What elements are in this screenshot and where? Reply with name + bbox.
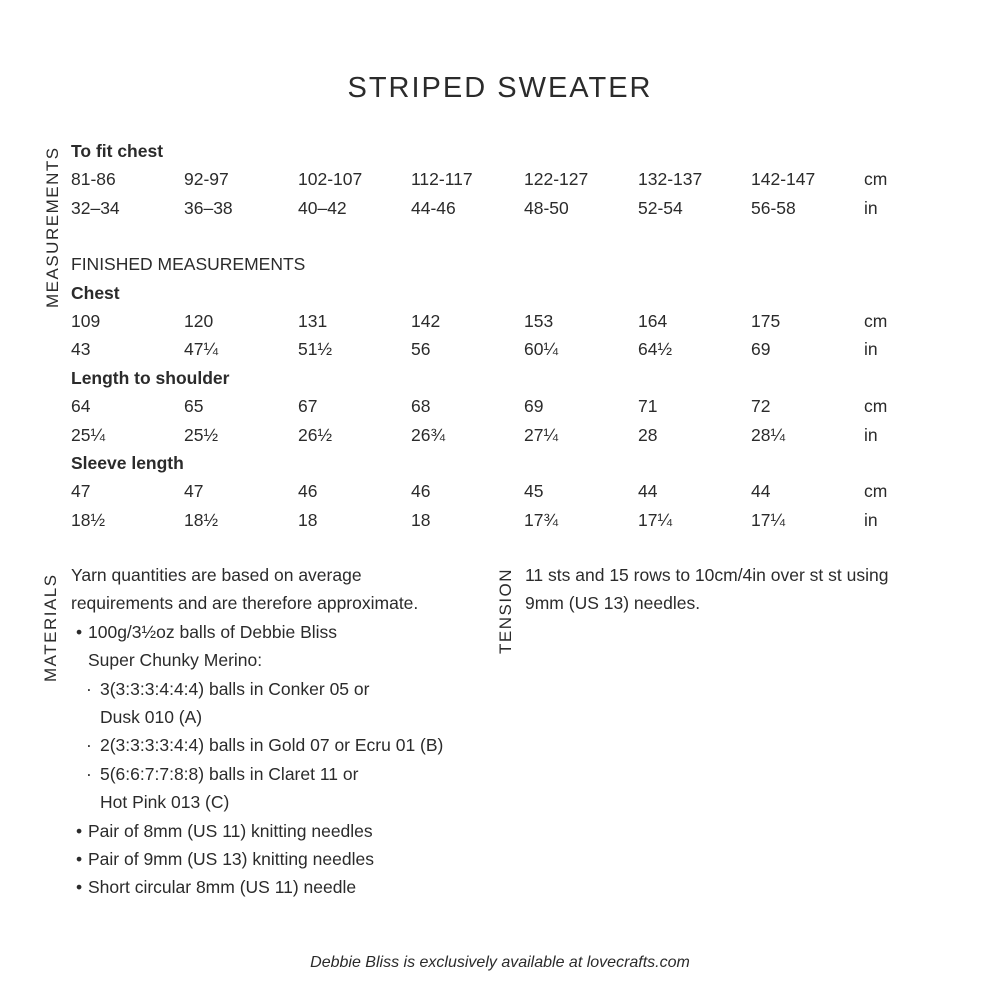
bullet-icon: •: [76, 877, 83, 898]
cell: 109: [71, 310, 101, 331]
cell: 27¼: [524, 424, 559, 445]
materials-intro-1: Yarn quantities are based on average: [71, 565, 362, 585]
cell: 112-117: [411, 169, 473, 190]
sub-bullet-icon: ·: [86, 763, 92, 784]
cell: 69: [524, 396, 544, 417]
cell: 18½: [71, 509, 106, 530]
list-item-continuation: Super Chunky Merino:: [88, 650, 263, 671]
to-fit-chest-in-row: [71, 194, 971, 222]
bullet-icon: •: [76, 820, 83, 841]
unit-cell: cm: [864, 481, 888, 502]
to-fit-chest-cm-row: [71, 165, 971, 193]
cell: 51½: [298, 339, 333, 360]
cell: 46: [411, 481, 431, 502]
sub-list-item: · 5(6:6:7:7:8:8) balls in Claret 11 or: [71, 760, 491, 788]
cell: 69: [751, 339, 771, 360]
cell: 17¾: [524, 509, 559, 530]
cell: 18: [411, 509, 431, 530]
unit-cell: cm: [864, 310, 888, 331]
cell: 131: [298, 310, 328, 331]
cell: 52-54: [638, 197, 683, 218]
cell: 44-46: [411, 197, 456, 218]
cell: 56-58: [751, 197, 796, 218]
cell: 175: [751, 310, 781, 331]
materials-list: [71, 561, 491, 902]
cell: 60¼: [524, 339, 559, 360]
cell: 48-50: [524, 197, 569, 218]
list-item: • 100g/3½oz balls of Debbie Bliss: [71, 618, 491, 646]
sleeve-in-row: [71, 506, 971, 534]
cell: 25¼: [71, 424, 106, 445]
sub-list-item: · 3(3:3:3:4:4:4) balls in Conker 05 or: [71, 675, 491, 703]
unit-cell: cm: [864, 169, 888, 190]
cell: 71: [638, 396, 658, 417]
materials-intro-2: requirements and are therefore approximate.: [71, 593, 419, 614]
unit-cell: in: [864, 509, 878, 530]
cell: 26¾: [411, 424, 446, 445]
sleeve-heading: Sleeve length: [71, 452, 184, 473]
unit-cell: in: [864, 424, 878, 445]
list-item: • Short circular 8mm (US 11) needle: [71, 873, 491, 901]
sub-bullet-icon: ·: [86, 678, 92, 699]
cell: 142: [411, 310, 441, 331]
to-fit-chest-heading: To fit chest: [71, 141, 164, 161]
cell: 142-147: [751, 169, 816, 190]
cell: 102-107: [298, 169, 363, 190]
cell: 132-137: [638, 169, 703, 190]
chest-in-row: [71, 335, 971, 363]
length-cm-row: [71, 392, 971, 420]
footer-note: Debbie Bliss is exclusively available at lovecrafts.com: [310, 954, 690, 971]
cell: 47: [184, 481, 204, 502]
chest-cm-row: [71, 307, 971, 335]
list-item: • Pair of 9mm (US 13) knitting needles: [71, 845, 491, 873]
tension-line-1: 11 sts and 15 rows to 10cm/4in over st st using: [525, 565, 889, 585]
cell: 26½: [298, 424, 333, 445]
tension-text: [525, 561, 945, 618]
cell: 28¼: [751, 424, 786, 445]
bullet-icon: •: [76, 621, 83, 642]
measurements-label: MEASUREMENTS: [43, 146, 62, 308]
unit-cell: in: [864, 197, 878, 218]
sub-list-item: · 2(3:3:3:3:4:4) balls in Gold 07 or Ecru 01 (B): [71, 731, 491, 759]
cell: 120: [184, 310, 214, 331]
cell: 17¼: [638, 509, 673, 530]
cell: 68: [411, 396, 431, 417]
tension-line-2: 9mm (US 13) needles.: [525, 593, 701, 614]
sub-bullet-icon: ·: [86, 735, 92, 756]
cell: 17¼: [751, 509, 786, 530]
cell: 18½: [184, 509, 219, 530]
cell: 47¼: [184, 339, 219, 360]
chest-heading: Chest: [71, 282, 120, 303]
unit-cell: in: [864, 339, 878, 360]
unit-cell: cm: [864, 396, 888, 417]
cell: 56: [411, 339, 431, 360]
list-item: • Pair of 8mm (US 11) knitting needles: [71, 817, 491, 845]
length-in-row: [71, 421, 971, 449]
bullet-icon: •: [76, 849, 83, 870]
length-heading: Length to shoulder: [71, 367, 230, 388]
cell: 72: [751, 396, 771, 417]
finished-measurements-heading: FINISHED MEASUREMENTS: [71, 254, 306, 275]
cell: 40–42: [298, 197, 347, 218]
sub-list-item-continuation: Hot Pink 013 (C): [100, 792, 230, 813]
cell: 28: [638, 424, 658, 445]
measurements-table: [71, 137, 971, 534]
cell: 47: [71, 481, 91, 502]
cell: 36–38: [184, 197, 233, 218]
cell: 64½: [638, 339, 673, 360]
materials-label: MATERIALS: [41, 573, 60, 682]
cell: 92-97: [184, 169, 229, 190]
cell: 67: [298, 396, 318, 417]
cell: 18: [298, 509, 318, 530]
cell: 25½: [184, 424, 219, 445]
cell: 122-127: [524, 169, 589, 190]
sleeve-cm-row: [71, 477, 971, 505]
cell: 45: [524, 481, 544, 502]
cell: 153: [524, 310, 554, 331]
cell: 44: [638, 481, 658, 502]
tension-label: TENSION: [496, 567, 515, 654]
cell: 64: [71, 396, 91, 417]
cell: 81-86: [71, 169, 116, 190]
cell: 44: [751, 481, 771, 502]
cell: 32–34: [71, 197, 120, 218]
sub-list-item-continuation: Dusk 010 (A): [100, 707, 203, 728]
page-title: STRIPED SWEATER: [347, 72, 653, 104]
cell: 65: [184, 396, 204, 417]
cell: 43: [71, 339, 91, 360]
cell: 164: [638, 310, 668, 331]
cell: 46: [298, 481, 318, 502]
